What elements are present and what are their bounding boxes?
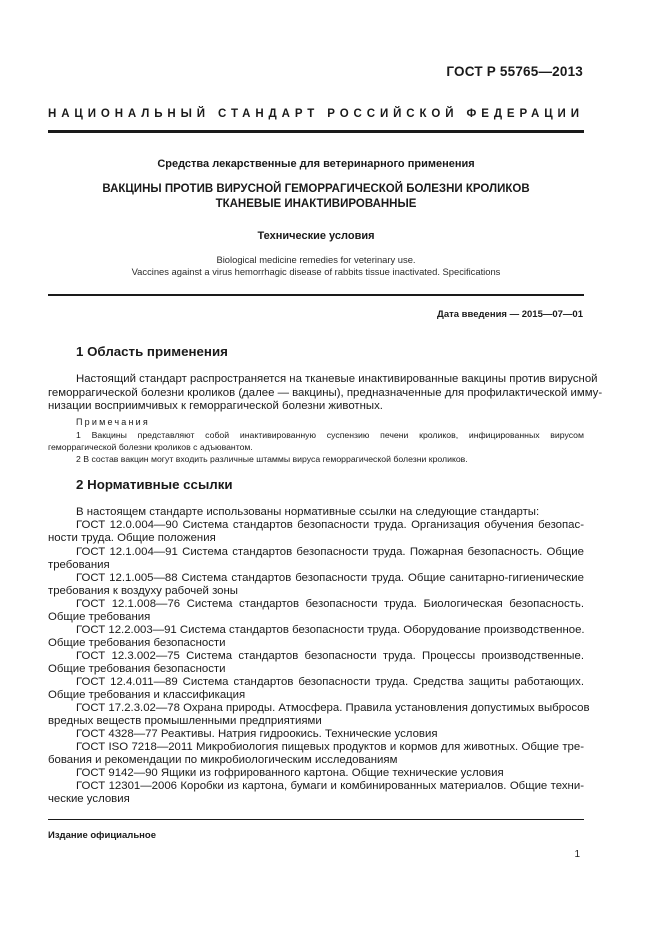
reference-line: требования xyxy=(48,559,110,571)
effective-date: Дата введения — 2015—07—01 xyxy=(437,309,583,320)
paragraph-line: низации восприимчивых к геморрагической болезни животных. xyxy=(48,400,383,412)
reference-line: вредных веществ промышленными предприятиями xyxy=(48,715,322,727)
reference-line: Общие требования xyxy=(48,611,151,623)
reference-line: ГОСТ 12.0.004—90 Система стандартов безопасности труда. Организация обучения безопас- xyxy=(76,519,584,531)
notes-label: Примечания xyxy=(76,417,150,427)
document-number: ГОСТ Р 55765—2013 xyxy=(446,64,583,79)
standard-banner: НАЦИОНАЛЬНЫЙ СТАНДАРТ РОССИЙСКОЙ ФЕДЕРАЦИИ xyxy=(48,108,584,120)
paragraph-line: Настоящий стандарт распространяется на тканевые инактивированные вакцины против вирусной xyxy=(76,373,598,385)
paragraph-line: геморрагической болезни кроликов (далее — вакцины), предназначенные для профилактической имму- xyxy=(48,387,603,399)
reference-line: требования к воздуху рабочей зоны xyxy=(48,585,238,597)
reference-line: ГОСТ 12.3.002—75 Система стандартов безопасности труда. Процессы производственные. xyxy=(76,650,584,662)
reference-line: ГОСТ ISO 7218—2011 Микробиология пищевых продуктов и кормов для животных. Общие тре- xyxy=(76,741,584,753)
reference-line: ГОСТ 9142—90 Ящики из гофрированного картона. Общие технические условия xyxy=(76,767,504,779)
document-title-line-1: ВАКЦИНЫ ПРОТИВ ВИРУСНОЙ ГЕМОРРАГИЧЕСКОЙ БОЛЕЗНИ КРОЛИКОВ xyxy=(102,183,530,195)
reference-line: ГОСТ 12.2.003—91 Система стандартов безопасности труда. Оборудование производственное. xyxy=(76,624,585,636)
document-subtitle: Технические условия xyxy=(257,230,375,242)
reference-line: бования и рекомендации по микробиологическим исследованиям xyxy=(48,754,398,766)
title-rule xyxy=(48,294,584,296)
note-line: геморрагической болезни кроликов с адъювантом. xyxy=(48,442,253,452)
reference-line: Общие требования безопасности xyxy=(48,663,226,675)
english-title-line-1: Biological medicine remedies for veterinary use. xyxy=(216,254,416,265)
reference-line: ГОСТ 12.1.004—91 Система стандартов безопасности труда. Пожарная безопасность. Общие xyxy=(76,546,584,558)
page-number: 1 xyxy=(574,849,580,860)
reference-line: ГОСТ 12.4.011—89 Система стандартов безопасности труда. Средства защиты работающих. xyxy=(76,676,584,688)
reference-line: ности труда. Общие положения xyxy=(48,532,216,544)
reference-line: ГОСТ 12.1.008—76 Система стандартов безопасности труда. Биологическая безопасность. xyxy=(76,598,584,610)
reference-line: Общие требования и классификация xyxy=(48,689,246,701)
paragraph-line: В настоящем стандарте использованы нормативные ссылки на следующие стандарты: xyxy=(76,506,540,518)
official-edition-label: Издание официальное xyxy=(48,830,156,841)
section-2-heading: 2 Нормативные ссылки xyxy=(76,477,233,492)
reference-line: ГОСТ 12301—2006 Коробки из картона, бумаги и комбинированных материалов. Общие техни- xyxy=(76,780,584,792)
footer-rule xyxy=(48,819,584,820)
header-rule xyxy=(48,130,584,133)
reference-line: ГОСТ 12.1.005—88 Система стандартов безопасности труда. Общие санитарно-гигиенические xyxy=(76,572,584,584)
section-1-heading: 1 Область применения xyxy=(76,344,228,359)
reference-line: Общие требования безопасности xyxy=(48,637,226,649)
note-line: 1 Вакцины представляют собой инактивированную суспензию печени кроликов, инфицированных вирусом xyxy=(76,430,584,440)
english-title-line-2: Vaccines against a virus hemorrhagic disease of rabbits tissue inactivated. Specifications xyxy=(131,266,501,277)
document-title-line-2: ТКАНЕВЫЕ ИНАКТИВИРОВАННЫЕ xyxy=(215,198,417,210)
note-line: 2 В состав вакцин могут входить различные штаммы вируса геморрагической болезни кроликов. xyxy=(76,454,468,464)
reference-line: ГОСТ 17.2.3.02—78 Охрана природы. Атмосфера. Правила установления допустимых выбросов xyxy=(76,702,590,714)
reference-line: ГОСТ 4328—77 Реактивы. Натрия гидроокись. Технические условия xyxy=(76,728,438,740)
document-subject: Средства лекарственные для ветеринарного применения xyxy=(157,158,475,170)
reference-line: ческие условия xyxy=(48,793,130,805)
